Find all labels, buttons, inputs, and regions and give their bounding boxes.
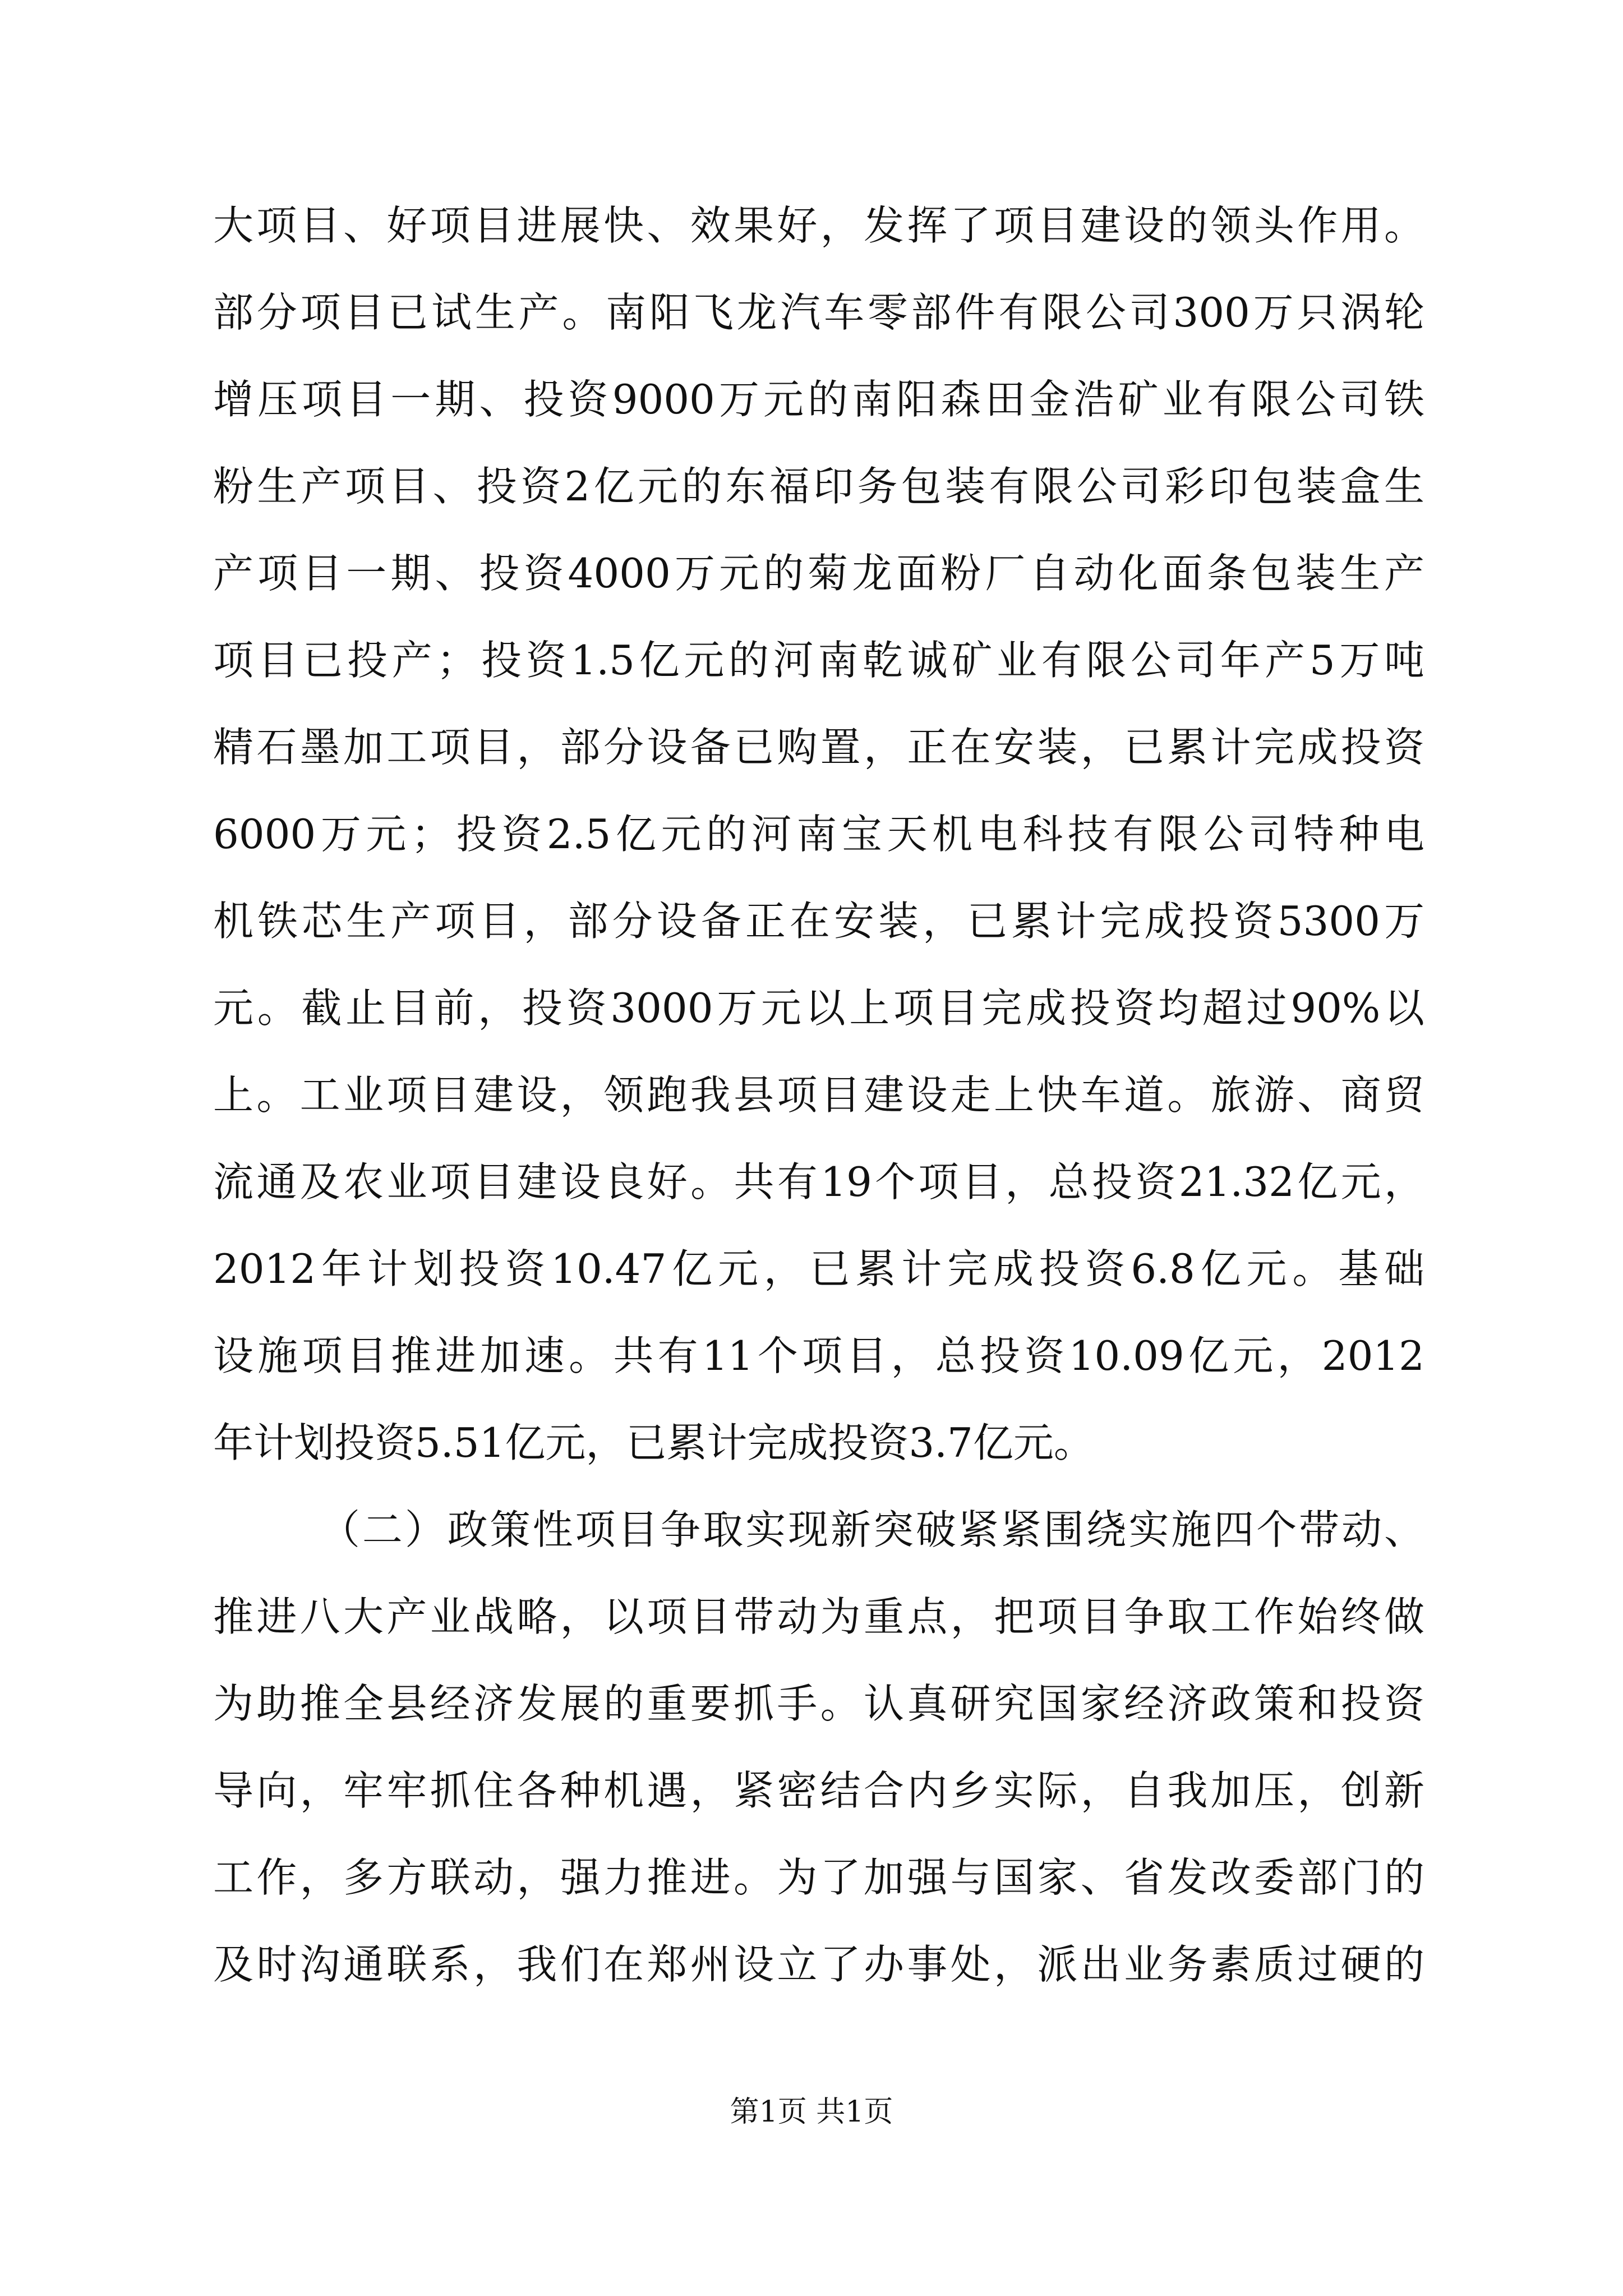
text-line: 推进八大产业战略，以项目带动为重点，把项目争取工作始终做	[213, 1593, 1424, 1640]
text-line: 6000万元；投资2.5亿元的河南宝天机电科技有限公司特种电	[213, 811, 1424, 858]
text-line: 产项目一期、投资4000万元的菊龙面粉厂自动化面条包装生产	[213, 550, 1424, 597]
text-line: 上。工业项目建设，领跑我县项目建设走上快车道。旅游、商贸	[213, 1071, 1424, 1119]
section-heading-line: （二）政策性项目争取实现新突破紧紧围绕实施四个带动、	[320, 1506, 1424, 1553]
text-line: 2012年计划投资10.47亿元，已累计完成投资6.8亿元。基础	[213, 1245, 1424, 1292]
text-line: 设施项目推进加速。共有11个项目，总投资10.09亿元，2012	[213, 1332, 1424, 1379]
text-line: 为助推全县经济发展的重要抓手。认真研究国家经济政策和投资	[213, 1680, 1424, 1727]
text-line: 部分项目已试生产。南阳飞龙汽车零部件有限公司300万只涡轮	[213, 289, 1424, 336]
text-line: 年计划投资5.51亿元，已累计完成投资3.7亿元。	[213, 1419, 1094, 1466]
text-line: 增压项目一期、投资9000万元的南阳森田金浩矿业有限公司铁	[213, 376, 1424, 423]
text-line: 精石墨加工项目，部分设备已购置，正在安装，已累计完成投资	[213, 724, 1424, 771]
text-line: 大项目、好项目进展快、效果好，发挥了项目建设的领头作用。	[213, 202, 1424, 249]
text-line: 机铁芯生产项目，部分设备正在安装，已累计完成投资5300万	[213, 898, 1424, 945]
text-line: 粉生产项目、投资2亿元的东福印务包装有限公司彩印包装盒生	[213, 463, 1424, 510]
text-line: 元。截止目前，投资3000万元以上项目完成投资均超过90%以	[213, 984, 1424, 1032]
page-number-label: 第1页 共1页	[730, 2095, 893, 2129]
text-line: 工作，多方联动，强力推进。为了加强与国家、省发改委部门的	[213, 1854, 1424, 1901]
page-footer	[0, 2092, 1623, 2132]
text-line: 流通及农业项目建设良好。共有19个项目，总投资21.32亿元，	[213, 1158, 1424, 1205]
text-line: 导向，牢牢抓住各种机遇，紧密结合内乡实际，自我加压，创新	[213, 1767, 1424, 1814]
text-line: 项目已投产；投资1.5亿元的河南乾诚矿业有限公司年产5万吨	[213, 637, 1424, 684]
document-body	[213, 182, 1424, 2008]
text-line: 及时沟通联系，我们在郑州设立了办事处，派出业务素质过硬的	[213, 1941, 1424, 1988]
